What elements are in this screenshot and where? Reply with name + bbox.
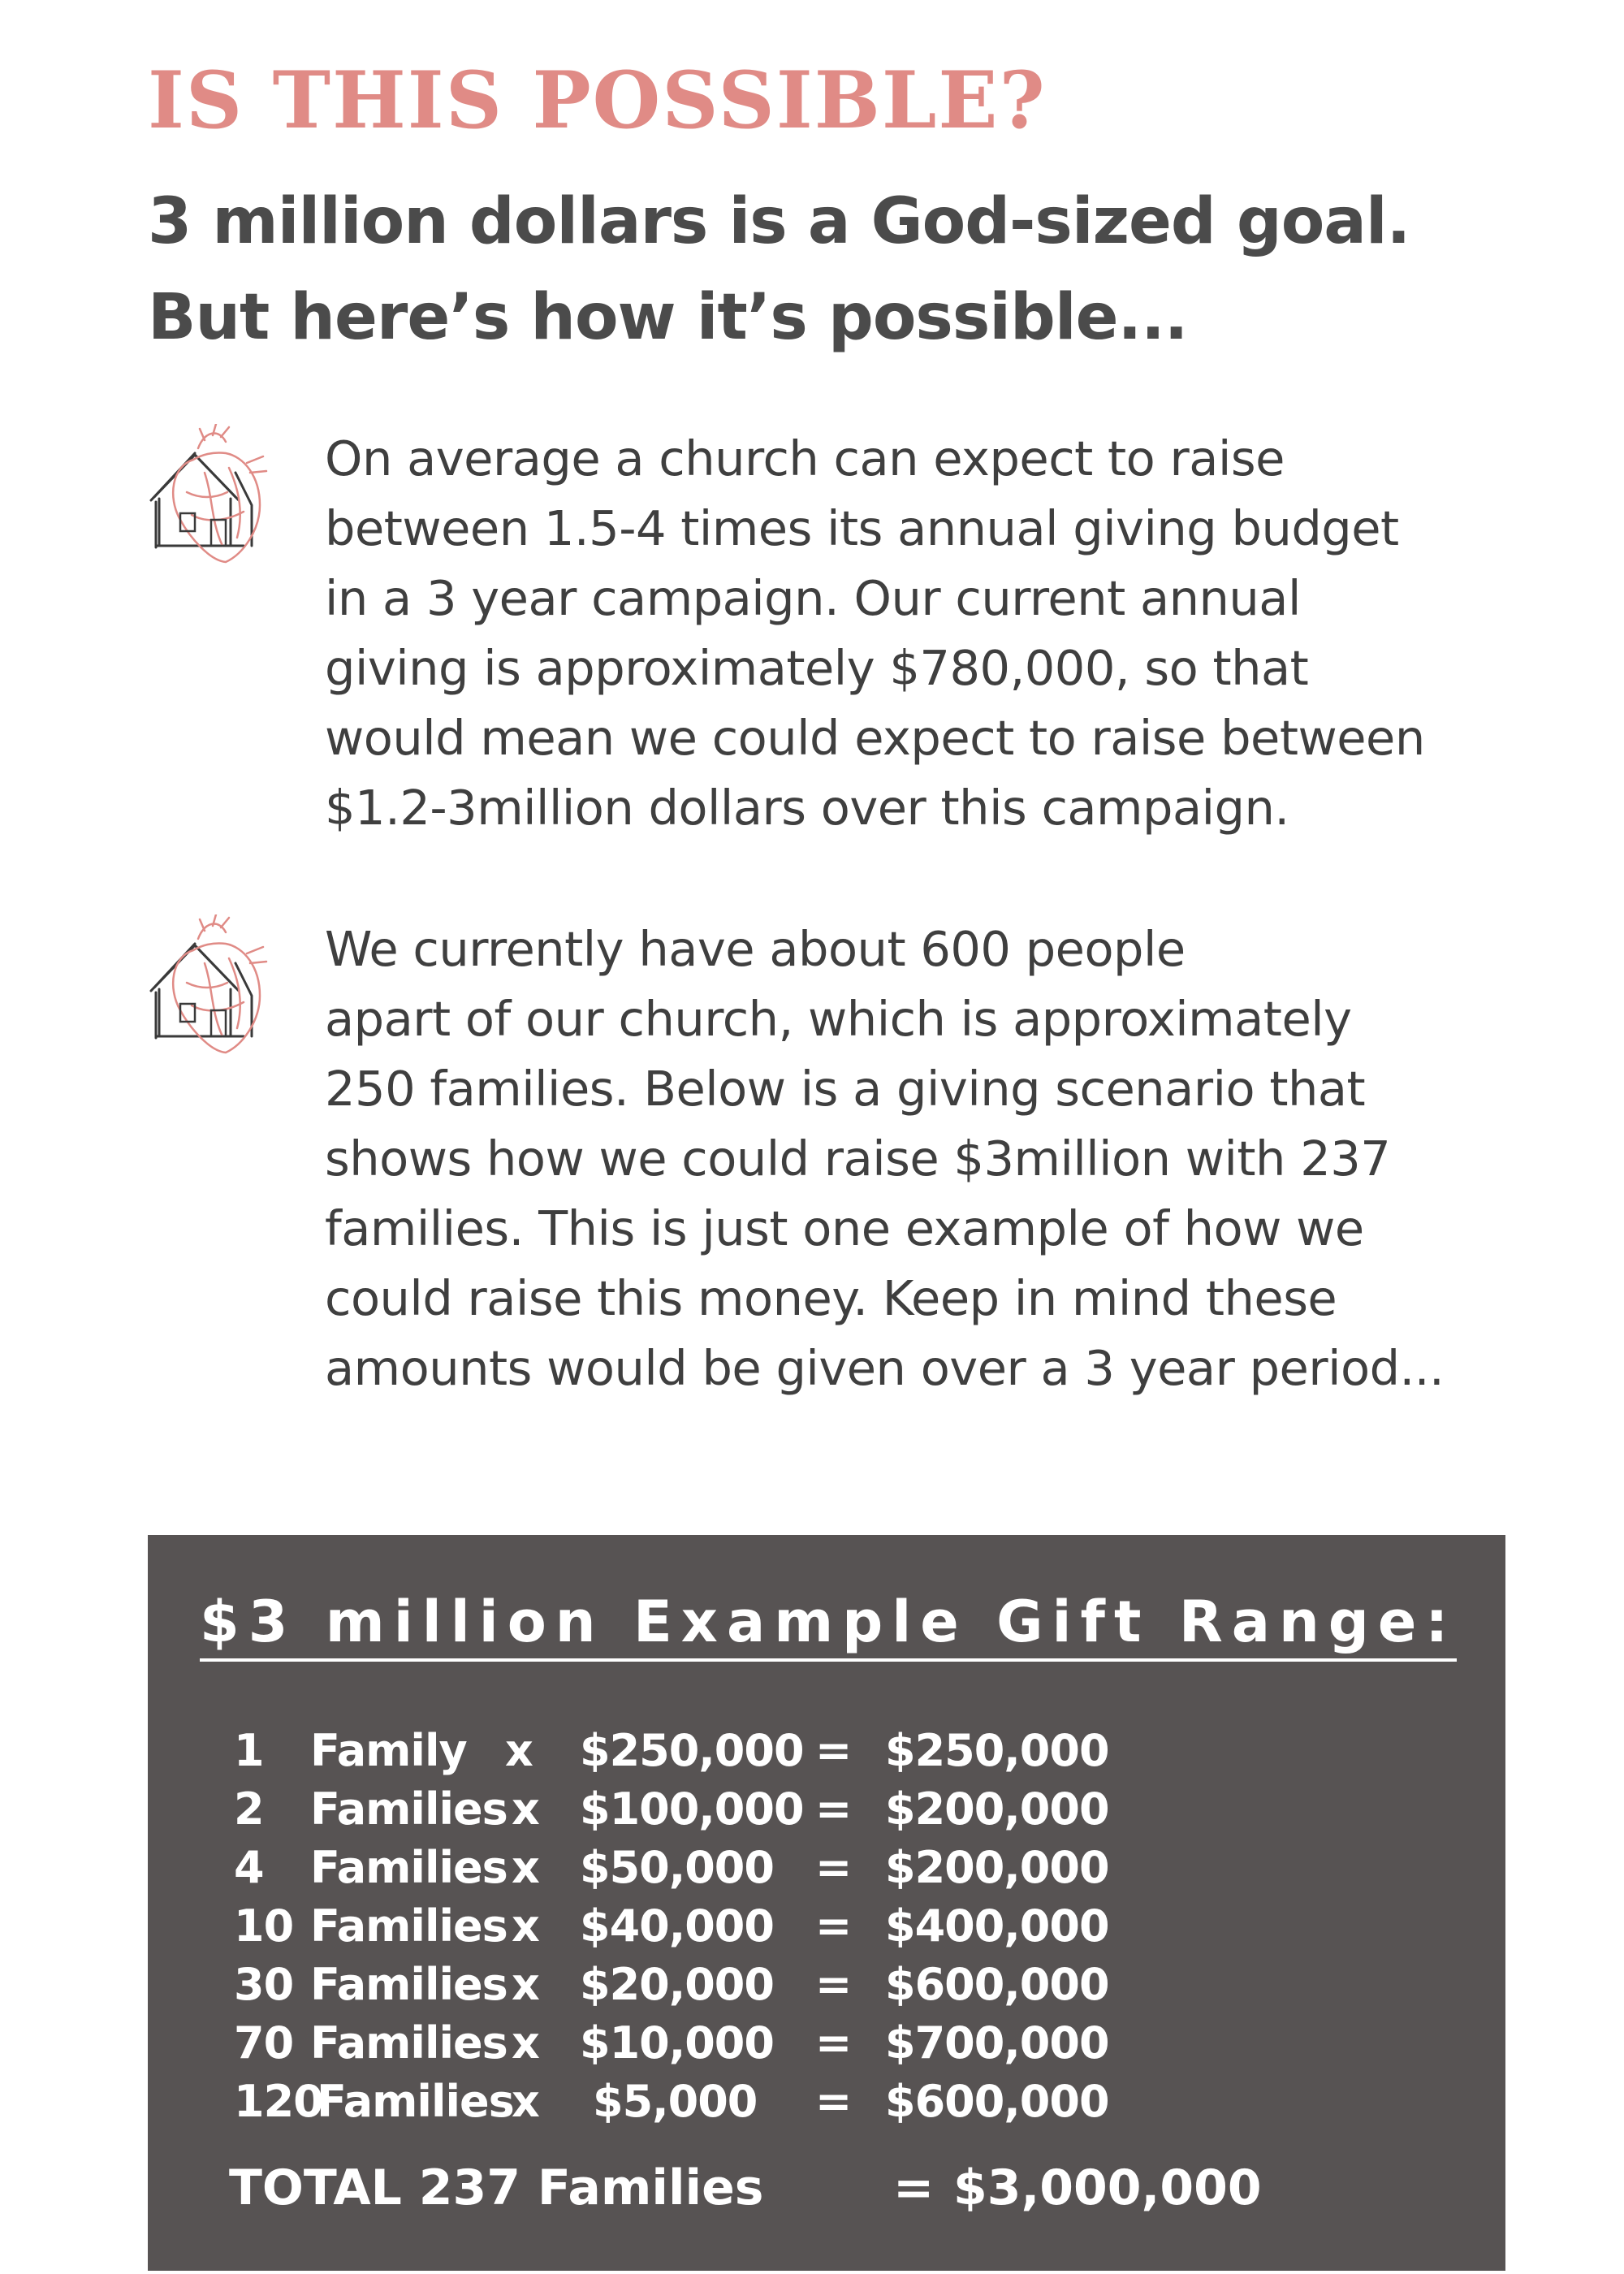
gift-count: 30 (234, 1959, 294, 2010)
total-amount: $3,000,000 (953, 2159, 1262, 2216)
gift-equals: = (815, 2017, 852, 2069)
gift-total: $200,000 (885, 1783, 1109, 1835)
gift-multiply: x (512, 1959, 539, 2010)
gift-total: $700,000 (885, 2017, 1109, 2069)
gift-equals: = (815, 1725, 852, 1776)
gift-label: Families (317, 2076, 514, 2127)
gift-label: Family (310, 1725, 467, 1776)
gift-equals: = (815, 2076, 852, 2127)
gift-equals: = (815, 1783, 852, 1835)
text-line: We currently have about 600 people (325, 921, 1186, 977)
text-line: between 1.5-4 times its annual giving budget (325, 500, 1399, 556)
text-line: families. This is just one example of how we (325, 1200, 1364, 1256)
gift-multiply: x (512, 2076, 539, 2127)
text-line: in a 3 year campaign. Our current annual (325, 570, 1301, 626)
page-subheading (148, 174, 1410, 365)
gift-multiply: x (505, 1725, 533, 1776)
gift-label: Families (310, 1959, 508, 2010)
text-line: $1.2-3million dollars over this campaign. (325, 780, 1289, 836)
gift-amount: $20,000 (580, 1959, 774, 2010)
page-headline: IS THIS POSSIBLE? (148, 54, 1047, 146)
gift-count: 70 (234, 2017, 294, 2069)
gift-multiply: x (512, 1783, 539, 1835)
heart-house-icon (148, 424, 270, 570)
gift-range-title: $3 million Example Gift Range: (200, 1585, 1457, 1662)
total-equals: = (893, 2159, 935, 2216)
gift-amount: $50,000 (580, 1842, 774, 1893)
gift-row (148, 1956, 1505, 2014)
gift-count: 1 (234, 1725, 264, 1776)
total-families-label: TOTAL 237 Families (229, 2159, 764, 2216)
gift-row (148, 2073, 1505, 2131)
gift-total: $250,000 (885, 1725, 1109, 1776)
text-line: apart of our church, which is approximately (325, 991, 1352, 1047)
gift-count: 10 (234, 1900, 294, 1952)
gift-row (148, 1839, 1505, 1897)
info-item-text (325, 914, 1510, 1403)
gift-row (148, 2014, 1505, 2073)
gift-label: Families (310, 1783, 508, 1835)
gift-count: 120 (234, 2076, 323, 2127)
gift-total: $200,000 (885, 1842, 1109, 1893)
info-item-text (325, 424, 1510, 843)
gift-equals: = (815, 1842, 852, 1893)
gift-row (148, 1780, 1505, 1839)
text-line: 250 families. Below is a giving scenario that (325, 1061, 1366, 1117)
gift-label: Families (310, 1900, 508, 1952)
gift-label: Families (310, 2017, 508, 2069)
gift-count: 2 (234, 1783, 264, 1835)
text-line: shows how we could raise $3million with 237 (325, 1131, 1391, 1187)
gift-multiply: x (512, 1842, 539, 1893)
text-line: giving is approximately $780,000, so that (325, 640, 1309, 696)
gift-total: $600,000 (885, 2076, 1109, 2127)
gift-amount: $10,000 (580, 2017, 774, 2069)
gift-row (148, 1722, 1505, 1780)
subheading-line-1: 3 million dollars is a God-sized goal. (148, 185, 1410, 258)
gift-multiply: x (512, 2017, 539, 2069)
gift-label: Families (310, 1842, 508, 1893)
text-line: On average a church can expect to raise (325, 430, 1285, 486)
text-line: would mean we could expect to raise between (325, 710, 1425, 766)
text-line: could raise this money. Keep in mind these (325, 1270, 1337, 1326)
gift-equals: = (815, 1900, 852, 1952)
gift-amount: $40,000 (580, 1900, 774, 1952)
gift-row (148, 1897, 1505, 1956)
gift-total-row (148, 2155, 1505, 2220)
gift-range-box (148, 1535, 1505, 2271)
heart-house-icon (148, 914, 270, 1061)
text-line: amounts would be given over a 3 year period... (325, 1340, 1445, 1396)
gift-amount: $5,000 (593, 2076, 758, 2127)
gift-multiply: x (512, 1900, 539, 1952)
gift-equals: = (815, 1959, 852, 2010)
gift-amount: $100,000 (580, 1783, 804, 1835)
gift-count: 4 (234, 1842, 264, 1893)
gift-total: $400,000 (885, 1900, 1109, 1952)
gift-amount: $250,000 (580, 1725, 804, 1776)
gift-total: $600,000 (885, 1959, 1109, 2010)
subheading-line-2: But here’s how it’s possible... (148, 281, 1188, 354)
